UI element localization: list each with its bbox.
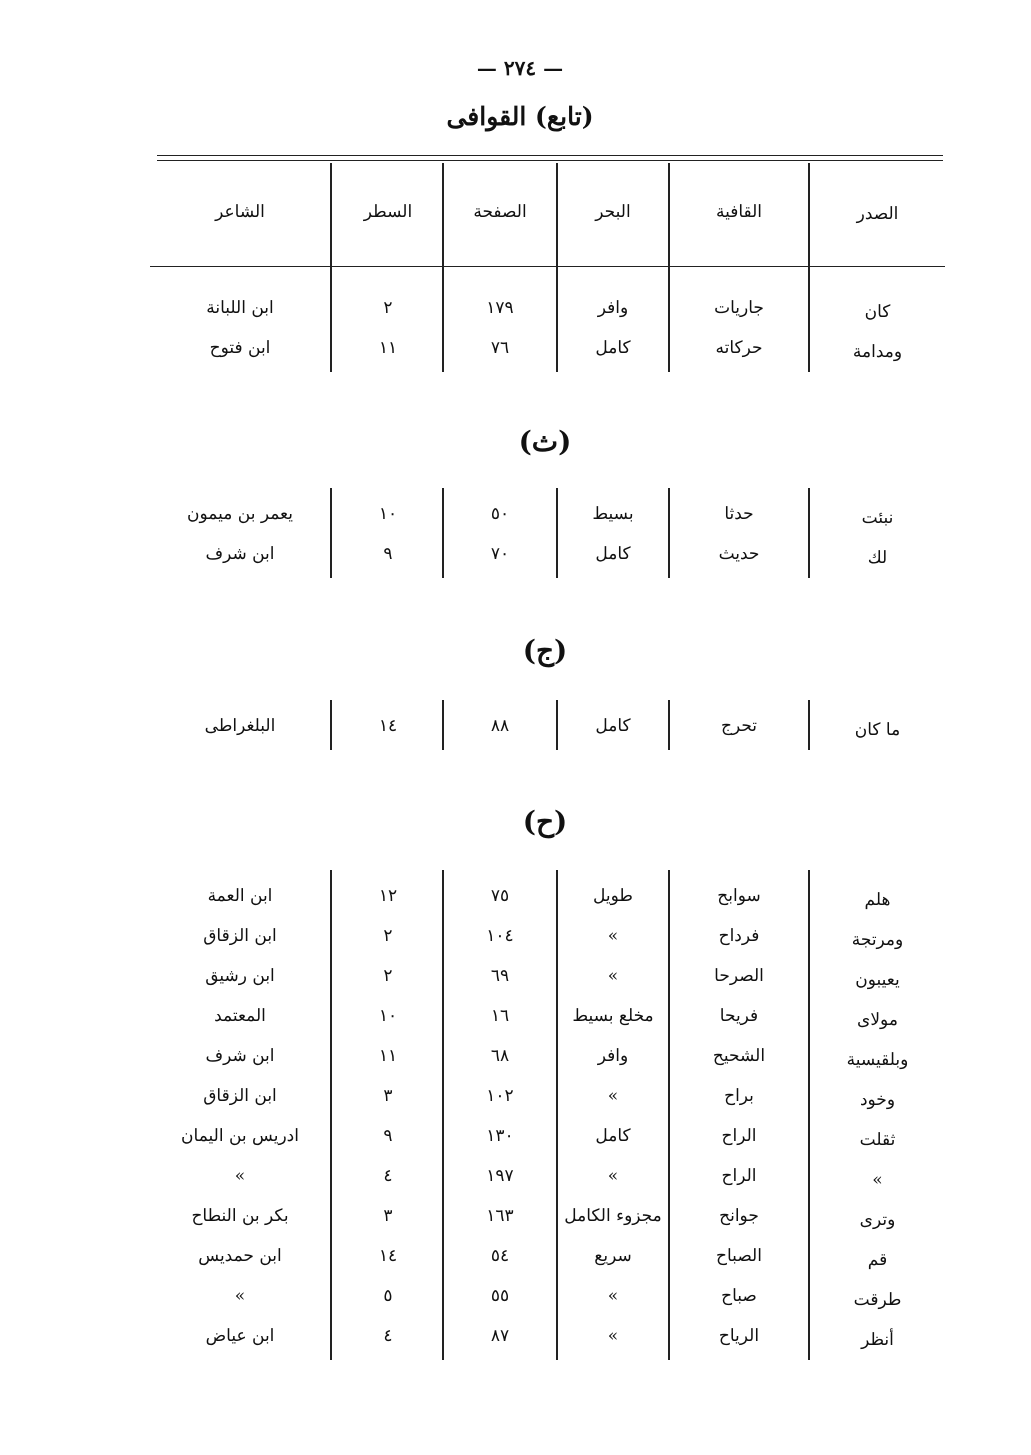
cell-qafiya: تحرج <box>720 716 758 736</box>
cell-shaer: ابن شرف <box>205 1046 275 1066</box>
cell-sadr: ما كان <box>854 720 901 740</box>
cell-shaer: ابن شرف <box>205 544 275 564</box>
cell-safha: ٥٥ <box>490 1286 510 1306</box>
cell-shaer: ابن حمديس <box>198 1246 282 1266</box>
cell-safha: ١٠٢ <box>486 1086 514 1106</box>
cell-shaer: المعتمد <box>214 1006 266 1026</box>
cell-bahr: وافر <box>597 298 629 318</box>
cell-qafiya: براح <box>724 1086 754 1106</box>
cell-safha: ١٠٤ <box>486 926 514 946</box>
cell-qafiya: الرياح <box>718 1326 760 1346</box>
cell-safha: ٧٠ <box>490 544 510 564</box>
cell-safha: ٦٩ <box>490 966 510 986</box>
cell-satr: ٢ <box>383 298 393 318</box>
cell-shaer: يعمر بن ميمون <box>187 504 293 524</box>
page-title: (تابع) القوافى <box>446 102 594 131</box>
cell-sadr: أنظر <box>861 1330 894 1350</box>
header-top-rule-2 <box>157 160 943 161</box>
cell-shaer: بكر بن النطاح <box>191 1206 289 1226</box>
cell-qafiya: جوانح <box>719 1206 759 1226</box>
cell-sadr: وترى <box>859 1210 896 1230</box>
cell-bahr: كامل <box>595 338 631 358</box>
cell-satr: ٥ <box>383 1286 393 1306</box>
cell-safha: ٥٠ <box>490 504 510 524</box>
cell-shaer: ابن اللبانة <box>206 298 274 318</box>
cell-sadr: نبئت <box>861 508 894 528</box>
cell-satr: ٣ <box>383 1086 393 1106</box>
cell-qafiya: الصرحا <box>714 966 764 986</box>
cell-qafiya: الشحيح <box>712 1046 766 1066</box>
cell-bahr: طويل <box>593 886 633 906</box>
cell-satr: ٩ <box>383 1126 393 1146</box>
cell-satr: ١٤ <box>378 1246 398 1266</box>
cell-sadr: مولاى <box>857 1010 898 1030</box>
cell-shaer: ابن العمة <box>207 886 273 906</box>
cell-sadr: ثقلت <box>859 1130 896 1150</box>
cell-satr: ٣ <box>383 1206 393 1226</box>
cell-safha: ٦٨ <box>490 1046 510 1066</box>
cell-bahr: كامل <box>595 716 631 736</box>
cell-qafiya: حدثا <box>724 504 754 524</box>
cell-satr: ١٤ <box>378 716 398 736</box>
cell-qafiya: صباح <box>721 1286 757 1306</box>
cell-shaer: ابن الزقاق <box>203 1086 277 1106</box>
cell-satr: ١١ <box>378 1046 398 1066</box>
cell-bahr: بسيط <box>592 504 634 524</box>
cell-bahr: كامل <box>595 1126 631 1146</box>
cell-safha: ٧٦ <box>490 338 510 358</box>
cell-satr: ٩ <box>383 544 393 564</box>
cell-safha: ١٦٣ <box>486 1206 514 1226</box>
header-bahr: البحر <box>595 202 631 222</box>
cell-qafiya: حركاته <box>715 338 763 358</box>
cell-satr: ٢ <box>383 966 393 986</box>
cell-sadr: » <box>872 1170 883 1190</box>
cell-safha: ٥٤ <box>490 1246 510 1266</box>
cell-shaer: » <box>234 1286 246 1306</box>
cell-sadr: كان <box>864 302 891 322</box>
cell-sadr: وخود <box>859 1090 896 1110</box>
section-letter-heading: (ح) <box>522 805 568 838</box>
section-letter-heading: (ج) <box>522 634 568 667</box>
cell-satr: ١٠ <box>378 504 398 524</box>
cell-qafiya: فريحا <box>719 1006 759 1026</box>
header-top-rule <box>157 155 943 156</box>
cell-safha: ١٣٠ <box>486 1126 514 1146</box>
cell-sadr: هلم <box>864 890 891 910</box>
cell-safha: ٧٥ <box>490 886 510 906</box>
cell-safha: ١٩٧ <box>486 1166 514 1186</box>
cell-safha: ٨٨ <box>490 716 510 736</box>
cell-satr: ٤ <box>383 1326 393 1346</box>
page-number: — ٢٧٤ — <box>476 56 564 80</box>
cell-shaer: ابن الزقاق <box>203 926 277 946</box>
header-satr: السطر <box>363 202 413 222</box>
cell-satr: ٢ <box>383 926 393 946</box>
cell-bahr: مخلع بسيط <box>572 1006 654 1026</box>
cell-satr: ١٠ <box>378 1006 398 1026</box>
cell-qafiya: الراح <box>721 1126 757 1146</box>
cell-shaer: ابن فتوح <box>209 338 271 358</box>
cell-qafiya: الصباح <box>716 1246 762 1266</box>
cell-shaer: البلغراطى <box>204 716 276 736</box>
section-letter-heading: (ث) <box>518 425 572 458</box>
cell-qafiya: حديث <box>718 544 760 564</box>
cell-shaer: » <box>234 1166 246 1186</box>
cell-bahr: مجزوء الكامل <box>564 1206 662 1226</box>
cell-sadr: وبلقيسية <box>846 1050 909 1070</box>
cell-bahr: » <box>607 1086 619 1106</box>
cell-satr: ١٢ <box>378 886 398 906</box>
cell-bahr: كامل <box>595 544 631 564</box>
cell-shaer: ادريس بن اليمان <box>181 1126 299 1146</box>
cell-bahr: » <box>607 966 619 986</box>
cell-sadr: ومرتجة <box>851 930 904 950</box>
cell-bahr: » <box>607 1326 619 1346</box>
cell-sadr: يعيبون <box>855 970 900 990</box>
cell-shaer: ابن عياض <box>205 1326 275 1346</box>
cell-satr: ١١ <box>378 338 398 358</box>
cell-safha: ١٦ <box>490 1006 510 1026</box>
cell-safha: ٨٧ <box>490 1326 510 1346</box>
cell-bahr: وافر <box>597 1046 629 1066</box>
cell-qafiya: الراح <box>721 1166 757 1186</box>
cell-qafiya: فرداح <box>718 926 760 946</box>
cell-sadr: قم <box>867 1250 888 1270</box>
cell-satr: ٤ <box>383 1166 393 1186</box>
header-bottom-rule <box>150 266 945 267</box>
cell-shaer: ابن رشيق <box>205 966 275 986</box>
header-shaer: الشاعر <box>215 202 265 222</box>
cell-bahr: » <box>607 1286 619 1306</box>
cell-bahr: » <box>607 926 619 946</box>
cell-bahr: سريع <box>594 1246 632 1266</box>
cell-safha: ١٧٩ <box>486 298 514 318</box>
header-qafiya: القافية <box>715 202 763 222</box>
cell-sadr: لك <box>867 548 888 568</box>
cell-sadr: ومدامة <box>852 342 903 362</box>
cell-sadr: طرقت <box>853 1290 902 1310</box>
cell-bahr: » <box>607 1166 619 1186</box>
header-sadr: الصدر <box>856 204 899 224</box>
cell-qafiya: سوابح <box>717 886 761 906</box>
header-safha: الصفحة <box>473 202 527 222</box>
cell-qafiya: جاريات <box>714 298 764 318</box>
